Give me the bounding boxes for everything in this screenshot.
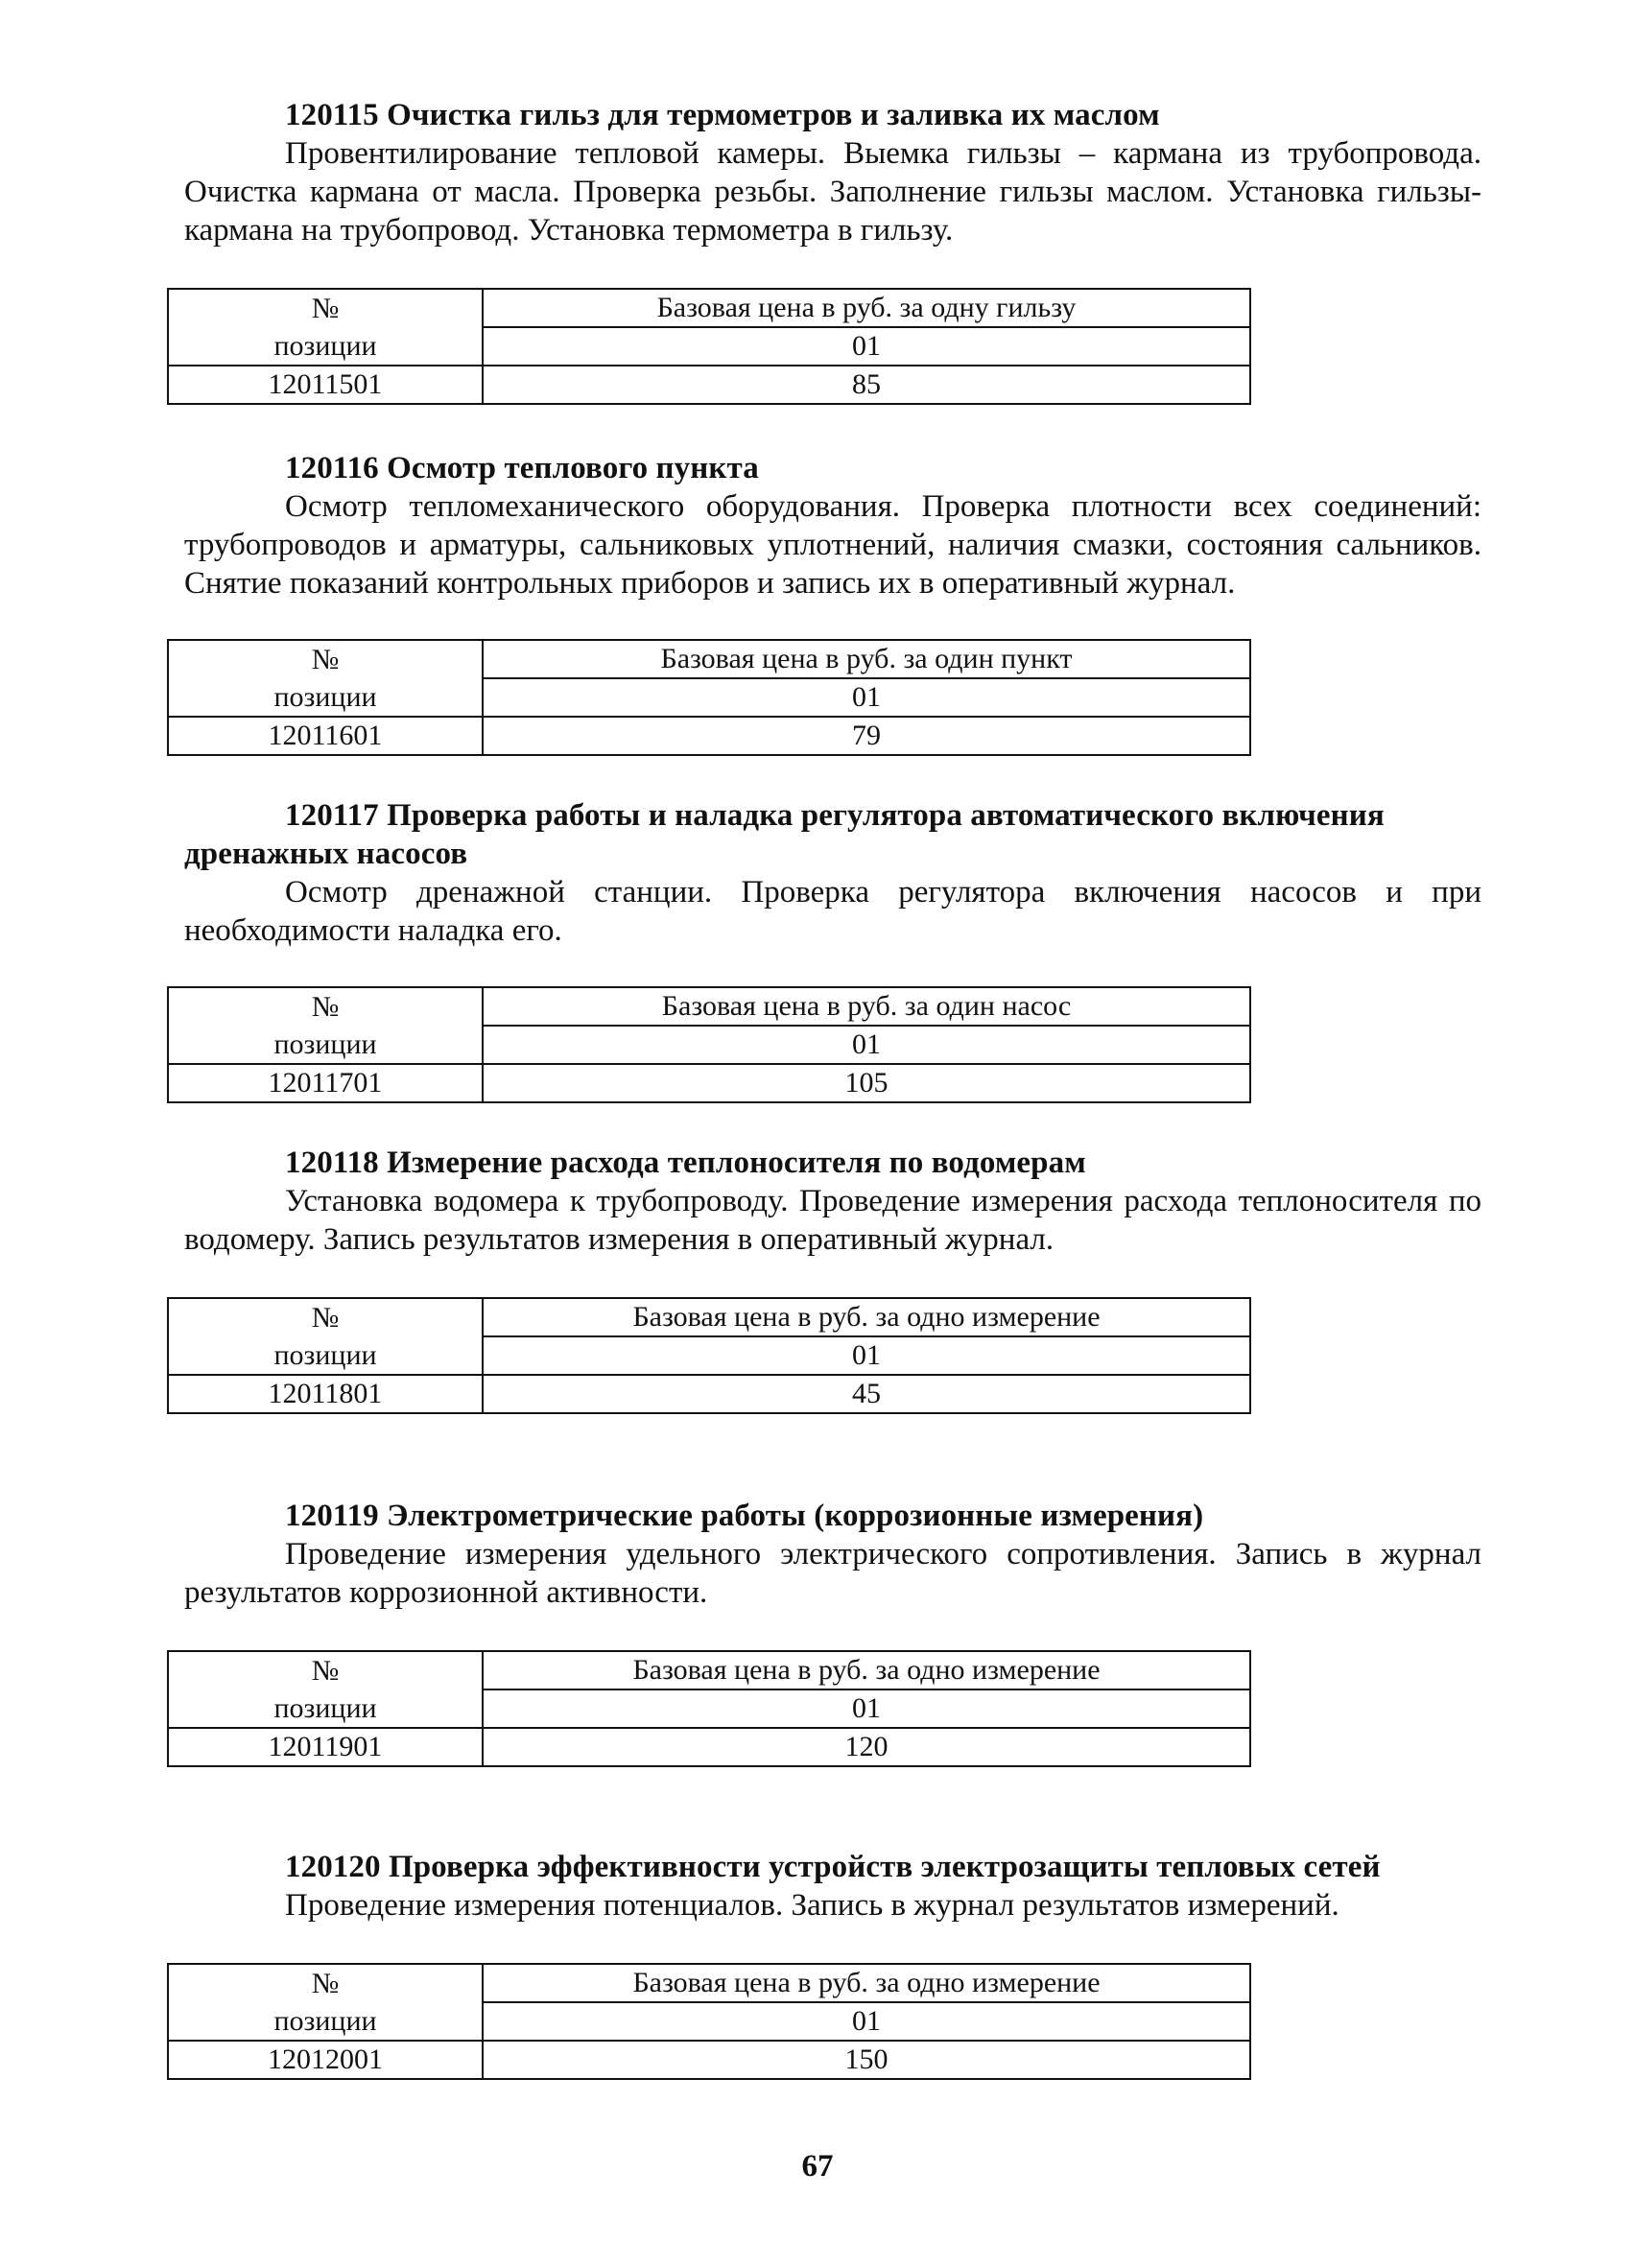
price-table-120120 (167, 1963, 1251, 2080)
section-description: Осмотр тепломеханического оборудования. Проверка плотности всех соединений: трубопроводов и арматуры, сальниковых уплотнений, наличия смазки, состояния сальников. Снятие показаний контрольных приборов и запись их в оперативный журнал. (184, 489, 1481, 601)
position-code-cell: 12011901 (168, 1728, 483, 1766)
column-code-cell: 01 (483, 327, 1250, 366)
price-table-120118 (167, 1297, 1251, 1414)
price-value-cell: 45 (483, 1375, 1250, 1413)
number-sign-cell: № (168, 289, 483, 327)
section-120116 (184, 449, 1481, 602)
number-sign-cell: № (168, 640, 483, 678)
position-code-cell: 12012001 (168, 2041, 483, 2079)
section-title: 120118 Измерение расхода теплоносителя по водомерам (285, 1146, 1086, 1180)
price-table-120115 (167, 288, 1251, 405)
price-header-cell: Базовая цена в руб. за одно измерение (483, 1964, 1250, 2002)
section-120115 (184, 96, 1481, 249)
position-code-cell: 12011701 (168, 1064, 483, 1102)
column-code-cell: 01 (483, 678, 1250, 717)
position-label-cell: позиции (168, 2002, 483, 2041)
number-sign-cell: № (168, 1651, 483, 1689)
position-label-cell: позиции (168, 678, 483, 717)
price-table-120117 (167, 986, 1251, 1103)
section-title: 120117 Проверка работы и наладка регулятора автоматического включения дренажных насосов (184, 798, 1385, 871)
section-description: Проведение измерения потенциалов. Запись в журнал результатов измерений. (285, 1888, 1339, 1923)
section-title: 120116 Осмотр теплового пункта (285, 451, 759, 485)
section-120118 (184, 1144, 1481, 1259)
price-header-cell: Базовая цена в руб. за один насос (483, 987, 1250, 1026)
position-label-cell: позиции (168, 327, 483, 366)
price-value-cell: 79 (483, 717, 1250, 755)
section-title: 120115 Очистка гильз для термометров и заливка их маслом (285, 98, 1160, 132)
section-title: 120119 Электрометрические работы (коррозионные измерения) (285, 1499, 1204, 1533)
number-sign-cell: № (168, 987, 483, 1026)
section-description: Осмотр дренажной станции. Проверка регулятора включения насосов и при необходимости наладка его. (184, 875, 1481, 948)
section-120120 (184, 1848, 1481, 1925)
price-table-120119 (167, 1650, 1251, 1767)
number-sign-cell: № (168, 1964, 483, 2002)
column-code-cell: 01 (483, 2002, 1250, 2041)
number-sign-cell: № (168, 1298, 483, 1336)
section-title: 120120 Проверка эффективности устройств электрозащиты тепловых сетей (285, 1850, 1381, 1884)
price-header-cell: Базовая цена в руб. за одну гильзу (483, 289, 1250, 327)
position-code-cell: 12011601 (168, 717, 483, 755)
section-description: Установка водомера к трубопроводу. Проведение измерения расхода теплоносителя по водомеру. Запись результатов измерения в оперативный журнал. (184, 1184, 1481, 1257)
price-value-cell: 150 (483, 2041, 1250, 2079)
column-code-cell: 01 (483, 1026, 1250, 1064)
price-header-cell: Базовая цена в руб. за один пункт (483, 640, 1250, 678)
section-description: Проведение измерения удельного электрического сопротивления. Запись в журнал результатов коррозионной активности. (184, 1537, 1481, 1610)
column-code-cell: 01 (483, 1336, 1250, 1375)
position-label-cell: позиции (168, 1026, 483, 1064)
price-header-cell: Базовая цена в руб. за одно измерение (483, 1298, 1250, 1336)
position-label-cell: позиции (168, 1336, 483, 1375)
price-value-cell: 120 (483, 1728, 1250, 1766)
column-code-cell: 01 (483, 1689, 1250, 1728)
section-120117 (184, 796, 1481, 950)
section-120119 (184, 1497, 1481, 1612)
price-value-cell: 85 (483, 366, 1250, 404)
section-description: Провентилирование тепловой камеры. Выемка гильзы – кармана из трубопровода. Очистка кармана от масла. Проверка резьбы. Заполнение гильзы маслом. Установка гильзы-кармана на трубопровод. Установка термометра в гильзу. (184, 136, 1481, 248)
price-table-120116 (167, 639, 1251, 756)
price-header-cell: Базовая цена в руб. за одно измерение (483, 1651, 1250, 1689)
position-code-cell: 12011801 (168, 1375, 483, 1413)
page-number: 67 (801, 2149, 834, 2184)
price-value-cell: 105 (483, 1064, 1250, 1102)
position-label-cell: позиции (168, 1689, 483, 1728)
position-code-cell: 12011501 (168, 366, 483, 404)
